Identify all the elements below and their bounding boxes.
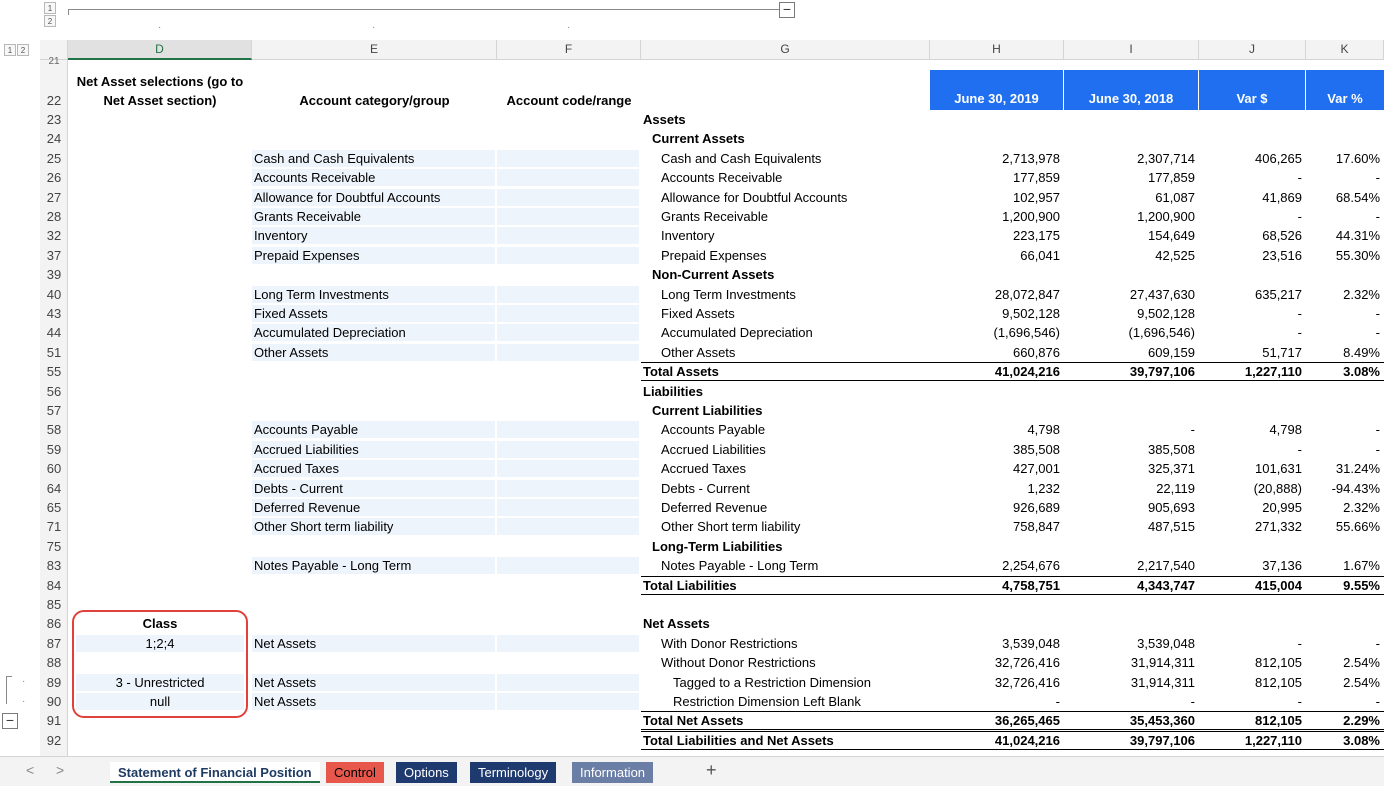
row-header[interactable]: 86 [46, 616, 62, 631]
june-2018-value-cell[interactable]: 39,797,106 [1129, 364, 1195, 379]
total-bottom-border [641, 749, 1384, 750]
account-category-cell[interactable]: Accrued Taxes [254, 461, 340, 476]
add-sheet-icon[interactable]: + [706, 760, 717, 780]
var-dollar-cell[interactable]: 271,332 [1255, 519, 1302, 534]
column-group-tick [68, 9, 69, 15]
june-2019-value-cell[interactable]: (1,696,546) [993, 325, 1060, 340]
column-group-dot: · [372, 22, 376, 33]
june-2019-header: June 30, 2019 [930, 70, 1064, 110]
june-2019-value-cell[interactable]: 177,859 [1013, 170, 1060, 185]
column-header-g[interactable]: G [641, 40, 930, 60]
total-bottom-border [641, 380, 1384, 381]
statement-label-cell[interactable]: Inventory [661, 228, 715, 243]
account-category-cell[interactable]: Prepaid Expenses [254, 248, 360, 263]
row-header[interactable]: 75 [46, 539, 62, 554]
cell-band [497, 635, 639, 652]
row-header[interactable]: 25 [46, 151, 62, 166]
cell-band [497, 441, 639, 458]
june-2018-value-cell[interactable]: 22,119 [1156, 481, 1195, 496]
cell-band [497, 693, 639, 710]
june-2018-value-cell[interactable]: 31,914,311 [1130, 655, 1195, 670]
account-category-cell[interactable]: Allowance for Doubtful Accounts [254, 190, 441, 205]
statement-label-cell[interactable]: Fixed Assets [661, 306, 735, 321]
column-header-k[interactable]: K [1306, 40, 1384, 60]
june-2018-value-cell[interactable]: 35,453,360 [1129, 713, 1195, 728]
var-percent-cell[interactable]: 3.08% [1343, 733, 1380, 748]
var-percent-cell[interactable]: 17.60% [1335, 151, 1380, 166]
row-header[interactable]: 85 [46, 597, 62, 612]
june-2019-value-cell[interactable]: 41,024,216 [994, 364, 1060, 379]
june-2019-value-cell[interactable]: 4,798 [1027, 422, 1060, 437]
statement-label-cell[interactable]: Total Assets [643, 364, 719, 379]
var-dollar-header: Var $ [1199, 70, 1306, 110]
column-group-dot: · [158, 22, 162, 33]
var-percent-cell[interactable]: 31.24% [1335, 461, 1380, 476]
june-2018-value-cell[interactable]: 4,343,747 [1137, 578, 1195, 593]
row-header[interactable]: 27 [46, 190, 62, 205]
account-category-cell[interactable]: Net Assets [254, 694, 317, 709]
tab-terminology[interactable]: Terminology [470, 762, 556, 783]
june-2018-value-cell[interactable]: 9,502,128 [1137, 306, 1195, 321]
statement-label-cell[interactable]: Debts - Current [661, 481, 750, 496]
row-header[interactable]: 39 [46, 267, 62, 282]
cell-band [497, 557, 639, 574]
account-category-cell[interactable]: Accumulated Depreciation [254, 325, 406, 340]
account-category-cell[interactable]: Net Assets [254, 675, 317, 690]
var-percent-cell[interactable]: 44.31% [1335, 228, 1380, 243]
june-2019-value-cell[interactable]: - [1055, 694, 1060, 709]
account-category-cell[interactable]: Inventory [254, 228, 308, 243]
total-top-border [641, 731, 1384, 732]
june-2019-value-cell[interactable]: 223,175 [1013, 228, 1060, 243]
var-dollar-cell[interactable]: 812,105 [1255, 655, 1302, 670]
row-header[interactable]: 40 [46, 287, 62, 302]
net-asset-selections-header-line2: Net Asset section) [103, 93, 217, 108]
var-percent-cell[interactable]: - [1375, 209, 1380, 224]
row-group-dot: · [22, 696, 26, 707]
row-header[interactable]: 91 [46, 713, 62, 728]
account-category-cell[interactable]: Notes Payable - Long Term [254, 558, 412, 573]
june-2018-value-cell[interactable]: 2,307,714 [1137, 151, 1195, 166]
var-dollar-cell[interactable]: 68,526 [1262, 228, 1302, 243]
tab-information[interactable]: Information [572, 762, 653, 783]
june-2019-value-cell[interactable]: 66,041 [1020, 248, 1060, 263]
column-header-f[interactable]: F [497, 40, 641, 60]
statement-label-cell[interactable]: Accrued Taxes [661, 461, 747, 476]
account-category-header: Account category/group [299, 93, 450, 108]
june-2018-value-cell[interactable]: - [1190, 422, 1195, 437]
row-header[interactable]: 71 [46, 519, 62, 534]
statement-label-cell[interactable]: Other Short term liability [661, 519, 801, 534]
cell-band [497, 208, 639, 225]
column-group-dot: · [567, 22, 571, 33]
june-2019-value-cell[interactable]: 1,200,900 [1002, 209, 1060, 224]
var-dollar-cell[interactable]: 23,516 [1262, 248, 1302, 263]
row-header[interactable]: 89 [46, 675, 62, 690]
var-dollar-cell[interactable]: 37,136 [1262, 558, 1302, 573]
june-2018-value-cell[interactable]: 42,525 [1155, 248, 1195, 263]
june-2019-value-cell[interactable]: 385,508 [1013, 442, 1060, 457]
var-dollar-cell[interactable]: - [1297, 170, 1302, 185]
june-2018-value-cell[interactable]: - [1190, 694, 1195, 709]
statement-label-cell[interactable]: Restriction Dimension Left Blank [673, 694, 861, 709]
june-2018-value-cell[interactable]: (1,696,546) [1128, 325, 1195, 340]
var-dollar-cell[interactable]: 101,631 [1255, 461, 1302, 476]
var-percent-cell[interactable]: 8.49% [1343, 345, 1380, 360]
row-header[interactable]: 92 [46, 733, 62, 748]
tab-scroll-right-icon[interactable]: > [56, 762, 65, 778]
statement-label-cell[interactable]: Total Liabilities [643, 578, 737, 593]
statement-label-cell[interactable]: Liabilities [643, 384, 703, 399]
var-dollar-cell[interactable]: 406,265 [1255, 151, 1302, 166]
var-percent-cell[interactable]: - [1375, 306, 1380, 321]
statement-label-cell[interactable]: Total Net Assets [643, 713, 744, 728]
account-category-cell[interactable]: Accrued Liabilities [254, 442, 359, 457]
cell-band [497, 150, 639, 167]
june-2019-value-cell[interactable]: 660,876 [1013, 345, 1060, 360]
statement-label-cell[interactable]: Deferred Revenue [661, 500, 768, 515]
var-percent-cell[interactable]: 2.54% [1343, 675, 1380, 690]
june-2019-value-cell[interactable]: 1,232 [1027, 481, 1060, 496]
june-2019-value-cell[interactable]: 758,847 [1013, 519, 1060, 534]
var-dollar-cell[interactable]: 41,869 [1262, 190, 1302, 205]
june-2018-value-cell[interactable]: 177,859 [1148, 170, 1195, 185]
statement-label-cell[interactable]: Without Donor Restrictions [661, 655, 816, 670]
var-percent-cell[interactable]: - [1375, 636, 1380, 651]
account-category-cell[interactable]: Other Short term liability [254, 519, 394, 534]
statement-label-cell[interactable]: Prepaid Expenses [661, 248, 767, 263]
var-percent-cell[interactable]: 2.54% [1343, 655, 1380, 670]
statement-label-cell[interactable]: Current Liabilities [652, 403, 763, 418]
total-top-border [641, 711, 1384, 712]
row-header[interactable]: 88 [46, 655, 62, 670]
row-header[interactable]: 90 [46, 694, 62, 709]
column-header-i[interactable]: I [1064, 40, 1199, 60]
row-header[interactable]: 24 [46, 131, 62, 146]
row-header[interactable]: 83 [46, 558, 62, 573]
account-category-cell[interactable]: Grants Receivable [254, 209, 361, 224]
var-percent-header: Var % [1306, 70, 1384, 110]
cell-band [497, 227, 639, 244]
june-2019-value-cell[interactable]: 4,758,751 [1002, 578, 1060, 593]
june-2018-value-cell[interactable]: 154,649 [1148, 228, 1195, 243]
cell-band [497, 286, 639, 303]
total-bottom-border [641, 729, 1384, 730]
statement-label-cell[interactable]: Net Assets [643, 616, 710, 631]
june-2018-value-cell[interactable]: 2,217,540 [1137, 558, 1195, 573]
var-dollar-cell[interactable]: 635,217 [1255, 287, 1302, 302]
var-percent-cell[interactable]: -94.43% [1331, 481, 1380, 496]
row-header[interactable]: 65 [46, 500, 62, 515]
statement-label-cell[interactable]: Grants Receivable [661, 209, 768, 224]
june-2019-value-cell[interactable]: 36,265,465 [994, 713, 1060, 728]
var-percent-cell[interactable]: 2.32% [1343, 287, 1380, 302]
cell-band [497, 499, 639, 516]
row-outline-level-1[interactable]: 1 [44, 2, 56, 14]
class-highlight-box [72, 610, 248, 718]
var-dollar-cell[interactable]: - [1297, 636, 1302, 651]
june-2019-value-cell[interactable]: 32,726,416 [994, 675, 1060, 690]
row-header[interactable]: 56 [46, 384, 62, 399]
account-category-cell[interactable]: Fixed Assets [254, 306, 328, 321]
statement-label-cell[interactable]: Cash and Cash Equivalents [661, 151, 822, 166]
cell-band [497, 518, 639, 535]
june-2019-value-cell[interactable]: 9,502,128 [1002, 306, 1060, 321]
row-header[interactable]: 26 [46, 170, 62, 185]
cell-band [497, 189, 639, 206]
var-percent-cell[interactable]: - [1375, 325, 1380, 340]
statement-label-cell[interactable]: Allowance for Doubtful Accounts [661, 190, 848, 205]
var-dollar-cell[interactable]: - [1297, 694, 1302, 709]
total-top-border [641, 576, 1384, 577]
june-2018-value-cell[interactable]: 31,914,311 [1130, 675, 1195, 690]
statement-label-cell[interactable]: Accumulated Depreciation [661, 325, 813, 340]
var-percent-cell[interactable]: 3.08% [1343, 364, 1380, 379]
june-2018-value-cell[interactable]: 61,087 [1155, 190, 1195, 205]
cell-band [497, 344, 639, 361]
statement-label-cell[interactable]: Long Term Investments [661, 287, 796, 302]
june-2018-value-cell[interactable]: 1,200,900 [1137, 209, 1195, 224]
row-header[interactable]: 55 [46, 364, 62, 379]
cell-band [497, 421, 639, 438]
june-2019-value-cell[interactable]: 102,957 [1013, 190, 1060, 205]
cell-band [497, 460, 639, 477]
june-2019-value-cell[interactable]: 2,254,676 [1002, 558, 1060, 573]
column-header-h[interactable]: H [930, 40, 1064, 60]
june-2018-value-cell[interactable]: 325,371 [1148, 461, 1195, 476]
row-header[interactable]: 37 [46, 248, 62, 263]
total-top-border [641, 362, 1384, 363]
var-percent-cell[interactable]: 1.67% [1343, 558, 1380, 573]
var-dollar-cell[interactable]: 51,717 [1262, 345, 1302, 360]
col-outline-level-1[interactable]: 1 [4, 44, 16, 56]
june-2018-value-cell[interactable]: 609,159 [1148, 345, 1195, 360]
row-header-22[interactable]: 22 [46, 93, 62, 108]
outline-bar [0, 0, 1384, 40]
row-header[interactable]: 23 [46, 112, 62, 127]
june-2019-value-cell[interactable]: 2,713,978 [1002, 151, 1060, 166]
june-2019-value-cell[interactable]: 3,539,048 [1002, 636, 1060, 651]
statement-label-cell[interactable]: With Donor Restrictions [661, 636, 798, 651]
row-header[interactable]: 51 [46, 345, 62, 360]
june-2019-value-cell[interactable]: 28,072,847 [994, 287, 1060, 302]
var-dollar-cell[interactable]: - [1297, 442, 1302, 457]
collapse-column-group-button[interactable]: − [779, 2, 795, 18]
var-dollar-cell[interactable]: (20,888) [1253, 481, 1302, 496]
var-dollar-cell[interactable]: 415,004 [1255, 578, 1302, 593]
statement-label-cell[interactable]: Non-Current Assets [652, 267, 775, 282]
row-header[interactable]: 87 [46, 636, 62, 651]
account-category-cell[interactable]: Cash and Cash Equivalents [254, 151, 415, 166]
june-2018-value-cell[interactable]: 385,508 [1148, 442, 1195, 457]
var-dollar-cell[interactable]: 1,227,110 [1244, 364, 1302, 379]
account-category-cell[interactable]: Long Term Investments [254, 287, 389, 302]
row-header[interactable]: 64 [46, 481, 62, 496]
cell-band [497, 324, 639, 341]
var-dollar-cell[interactable]: - [1297, 209, 1302, 224]
june-2018-value-cell[interactable]: 27,437,630 [1129, 287, 1195, 302]
var-percent-cell[interactable]: 68.54% [1335, 190, 1380, 205]
statement-label-cell[interactable]: Accounts Payable [661, 422, 766, 437]
var-dollar-cell[interactable]: 20,995 [1262, 500, 1302, 515]
var-percent-cell[interactable]: 2.29% [1343, 713, 1380, 728]
tab-control[interactable]: Control [326, 762, 384, 783]
june-2018-value-cell[interactable]: 487,515 [1148, 519, 1195, 534]
var-percent-cell[interactable]: - [1375, 694, 1380, 709]
column-header-j[interactable]: J [1199, 40, 1306, 60]
var-percent-cell[interactable]: 55.66% [1335, 519, 1380, 534]
var-dollar-cell[interactable]: 812,105 [1255, 675, 1302, 690]
statement-label-cell[interactable]: Current Assets [652, 131, 745, 146]
cell-band [497, 305, 639, 322]
statement-label-cell[interactable]: Accrued Liabilities [661, 442, 766, 457]
column-group-line [68, 9, 780, 10]
row-header[interactable]: 57 [46, 403, 62, 418]
statement-label-cell[interactable]: Notes Payable - Long Term [661, 558, 819, 573]
account-category-cell[interactable]: Debts - Current [254, 481, 343, 496]
tab-scroll-left-icon[interactable]: < [26, 762, 35, 778]
row-group-line [6, 676, 7, 704]
var-percent-cell[interactable]: 2.32% [1343, 500, 1380, 515]
account-category-cell[interactable]: Net Assets [254, 636, 317, 651]
collapse-row-group-button[interactable]: − [2, 713, 18, 729]
statement-label-cell[interactable]: Accounts Receivable [661, 170, 783, 185]
cell-band [497, 247, 639, 264]
class-cell[interactable]: Class [142, 616, 178, 631]
var-percent-cell[interactable]: - [1375, 170, 1380, 185]
class-cell[interactable]: null [149, 694, 171, 709]
row-header[interactable]: 44 [46, 325, 62, 340]
statement-label-cell[interactable]: Total Liabilities and Net Assets [643, 733, 834, 748]
total-bottom-border [641, 594, 1384, 595]
row-header[interactable]: 43 [46, 306, 62, 321]
var-percent-cell[interactable]: - [1375, 442, 1380, 457]
tab-statement-of-financial-position[interactable]: Statement of Financial Position [110, 762, 320, 783]
row-group-tick [6, 676, 12, 677]
statement-label-cell[interactable]: Long-Term Liabilities [652, 539, 783, 554]
row-outline-level-2[interactable]: 2 [44, 15, 56, 27]
june-2019-value-cell[interactable]: 41,024,216 [994, 733, 1060, 748]
june-2018-value-cell[interactable]: 3,539,048 [1137, 636, 1195, 651]
account-code-header: Account code/range [506, 93, 632, 108]
row-header[interactable]: 59 [46, 442, 62, 457]
june-2018-header: June 30, 2018 [1064, 70, 1199, 110]
class-cell[interactable]: 1;2;4 [145, 636, 175, 651]
june-2019-value-cell[interactable]: 926,689 [1013, 500, 1060, 515]
column-header-e[interactable]: E [252, 40, 497, 60]
june-2019-value-cell[interactable]: 32,726,416 [994, 655, 1060, 670]
statement-label-cell[interactable]: Assets [643, 112, 686, 127]
cell-band [497, 480, 639, 497]
account-category-cell[interactable]: Accounts Receivable [254, 170, 376, 185]
col-outline-level-2[interactable]: 2 [17, 44, 29, 56]
var-percent-cell[interactable]: 55.30% [1335, 248, 1380, 263]
var-dollar-cell[interactable]: 812,105 [1255, 713, 1302, 728]
cell-band [497, 169, 639, 186]
row-header-partial: 21 [48, 57, 60, 67]
june-2018-value-cell[interactable]: 905,693 [1148, 500, 1195, 515]
var-percent-cell[interactable]: 9.55% [1343, 578, 1380, 593]
account-category-cell[interactable]: Accounts Payable [254, 422, 359, 437]
row-header[interactable]: 58 [46, 422, 62, 437]
row-header[interactable]: 32 [46, 228, 62, 243]
column-header-d[interactable]: D [68, 40, 252, 60]
statement-label-cell[interactable]: Tagged to a Restriction Dimension [673, 675, 871, 690]
cell-band [497, 674, 639, 691]
row-group-dot: · [22, 676, 26, 687]
tab-options[interactable]: Options [396, 762, 457, 783]
row-header[interactable]: 28 [46, 209, 62, 224]
var-dollar-cell[interactable]: - [1297, 325, 1302, 340]
var-dollar-cell[interactable]: 1,227,110 [1244, 733, 1302, 748]
net-asset-selections-header-line1: Net Asset selections (go to [76, 74, 244, 89]
account-category-cell[interactable]: Other Assets [254, 345, 329, 360]
var-dollar-cell[interactable]: - [1297, 306, 1302, 321]
var-dollar-cell[interactable]: 4,798 [1269, 422, 1302, 437]
account-category-cell[interactable]: Deferred Revenue [254, 500, 361, 515]
june-2018-value-cell[interactable]: 39,797,106 [1129, 733, 1195, 748]
june-2019-value-cell[interactable]: 427,001 [1013, 461, 1060, 476]
statement-label-cell[interactable]: Other Assets [661, 345, 736, 360]
class-cell[interactable]: 3 - Unrestricted [115, 675, 205, 690]
var-percent-cell[interactable]: - [1375, 422, 1380, 437]
row-header[interactable]: 84 [46, 578, 62, 593]
row-header[interactable]: 60 [46, 461, 62, 476]
